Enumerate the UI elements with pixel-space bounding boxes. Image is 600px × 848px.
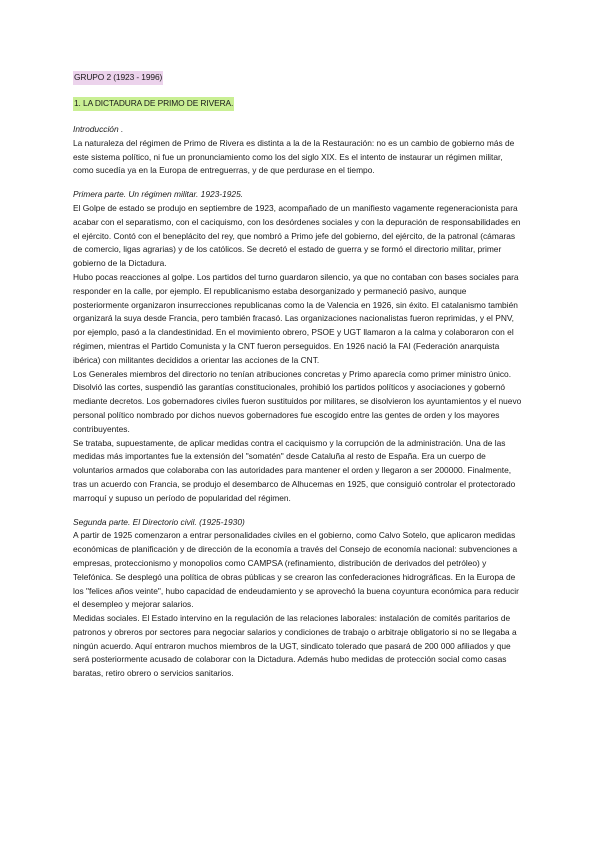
section-primera-parte (73, 188, 523, 505)
section-heading: Introducción . (73, 124, 124, 134)
section-title-line (73, 97, 523, 111)
section-heading: Segunda parte. El Directorio civil. (1925-1930) (73, 516, 245, 527)
group-label-line (73, 71, 523, 85)
paragraph: El Golpe de estado se produjo en septiembre de 1923, acompañado de un manifiesto vagamente regeneracionista para acabar con el separatismo, con el caciquismo, con los desórdenes sociales y con la depuración de responsabilidades en el ejército. Contó con el beneplácito del rey, que nombró a Primo jefe del gobierno, del ejército, de la patronal (cámaras de comercio, ligas agrarias) y de los católicos. Se decretó el estado de guerra y se formó el directorio militar, primer gobierno de la Dictadura. (73, 202, 521, 269)
paragraph: Medidas sociales. El Estado intervino en la regulación de las relaciones laborales: instalación de comités paritarios de patronos y obreros por sectores para negociar salarios y condiciones de trabajo o arbitraje obligatorio si no se llegaba a ningún acuerdo. Aquí entraron muchos miembros de la UGT, sindicato tolerado que pasará de 200 000 afiliados y que será posteriormente acusado de colaborar con la Dictadura. Además hubo medidas de protección social como casas baratas, retiro obrero o servicios sanitarios. (73, 613, 517, 679)
section-title: 1. LA DICTADURA DE PRIMO DE RIVERA. (73, 97, 234, 111)
paragraph: A partir de 1925 comenzaron a entrar personalidades civiles en el gobierno, como Calvo Sotelo, que aplicaron medidas económicas de planificación y de dirección de la economía a través del Consejo de economía nacional: subvenciones a empresas, proteccionismo y monopolios como CAMPSA (refinamiento, distribución de derivados del petróleo) y Telefónica. Se desplegó una política de obras públicas y se crearon las confederaciones hidrográficas. En la Europa de los "felices años veinte", hubo capacidad de endeudamiento y se aprovechó la buena coyuntura económica para reducir el desempleo y mejorar salarios. (73, 530, 519, 610)
paragraph: Hubo pocas reacciones al golpe. Los partidos del turno guardaron silencio, ya que no contaban con bases sociales para responder en la calle, por ejemplo. El republicanismo estaba desorganizado y permaneció pasivo, aunque posteriormente organizaron insurrecciones republicanas como la de Valencia en 1926, sin éxito. El catalanismo también organizará la suya desde Francia, pero también fracasó. Las organizaciones nacionalistas fueron reprimidas, y el PNV, por ejemplo, pasó a la clandestinidad. En el movimiento obrero, PSOE y UGT llamaron a la calma y colaboraron con el régimen, mientras el Partido Comunista y la CNT fueron perseguidos. En 1926 nació la FAI (Federación anarquista ibérica) con militantes decididos a orientar las acciones de la CNT. (73, 271, 519, 365)
group-label: GRUPO 2 (1923 - 1996) (73, 71, 163, 85)
paragraph: Los Generales miembros del directorio no tenían atribuciones concretas y Primo aparecía como primer ministro único. Disolvió las cortes, suspendió las garantías constitucionales, prohibió los partidos políticos y asociaciones y gobernó mediante decretos. Los gobernadores civiles fueron sustituidos por militares, se disolvieron los ayuntamientos y el nuevo personal político nombrado por dichos nuevos gobernadores fue escogido entre las gentes de orden y los mayores contribuyentes. (73, 368, 522, 434)
section-introduccion (73, 123, 523, 178)
paragraph: Se trataba, supuestamente, de aplicar medidas contra el caciquismo y la corrupción de la administración. Una de las medidas más importantes fue la extensión del "somatén" desde Cataluña al resto de España. Era un cuerpo de voluntarios armados que colaboraba con las autoridades para mantener el orden y llegaron a ser 200000. Finalmente, tras un acuerdo con Francia, se produjo el desembarco de Alhucemas en 1925, que consiguió controlar el protectorado marroquí y supuso un período de popularidad del régimen. (73, 437, 516, 503)
section-heading: Primera parte. Un régimen militar. 1923-1925. (73, 189, 244, 200)
document-page (73, 71, 523, 691)
section-segunda-parte (73, 516, 523, 682)
paragraph: La naturaleza del régimen de Primo de Rivera es distinta a la de la Restauración: no es un cambio de gobierno más de este sistema político, ni fue un pronunciamiento como los del siglo XIX. Es el intento de instaurar un régimen militar, como sucedía ya en la Europa de entreguerras, y de que perdurase en el tiempo. (73, 137, 515, 176)
